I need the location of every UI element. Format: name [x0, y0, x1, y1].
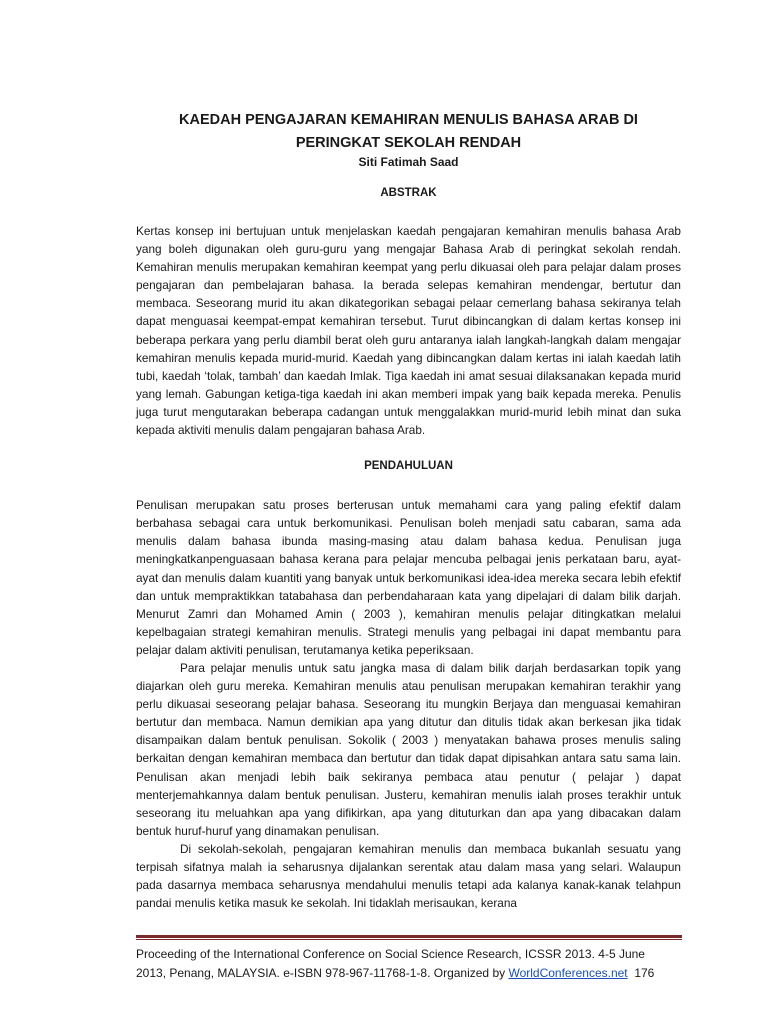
- intro-paragraph-2: Para pelajar menulis untuk satu jangka masa di dalam bilik darjah berdasarkan topik yang diajarkan oleh guru mereka. Kemahiran menulis atau penulisan merupakan kemahiran terakhir yang perlu dikuasai seseorang pelajar bahasa. Seseorang itu mungkin Berjaya dan menguasai kemahiran bertutur dan membaca. Namun demikian apa yang ditutur dan ditulis tidak akan berkesan jika tidak disampaikan dalam bentuk penulisan. Sokolik ( 2003 ) menyatakan bahawa proses menulis saling berkaitan dengan kemahiran membaca dan bertutur dan tidak dapat dipisahkan antara satu sama lain. Penulisan akan menjadi lebih baik sekiranya pembaca atau penutur ( pelajar ) dapat menterjemahkannya dalam bentuk penulisan. Justeru, kemahiran menulis ialah proses terakhir untuk seseorang itu meluahkan apa yang difikirkan, apa yang dituturkan dan apa yang dibacakan dalam bentuk huruf-huruf yang dinamakan penulisan.: [136, 660, 681, 838]
- footer-line-1: Proceeding of the International Conference on Social Science Research, ICSSR 2013. 4-5 June: [136, 947, 645, 961]
- paper-author: Siti Fatimah Saad: [358, 155, 459, 169]
- intro-heading: PENDAHULUAN: [364, 460, 453, 473]
- footer-line-2-text: 2013, Penang, MALAYSIA. e-ISBN 978-967-11768-1-8. Organized by: [136, 966, 509, 980]
- paper-title-line-2: PERINGKAT SEKOLAH RENDAH: [295, 135, 522, 151]
- page-content: [136, 108, 681, 912]
- intro-paragraph-1: Penulisan merupakan satu proses berterusan untuk memahami cara yang paling efektif dalam berbahasa sebagai cara untuk berkomunikasi. Penulisan boleh menjadi satu cabaran, sama ada menulis dalam bahasa ibunda masing-masing atau dalam bahasa kedua. Penulisan juga meningkatkanpenguasaan bahasa kerana para pelajar mencuba pelbagai jenis perkataan baru, ayat-ayat dan menulis dalam kuantiti yang banyak untuk berkomunikasi idea-idea mereka secara lebih efektif dan untuk mempraktikkan tatabahasa dan perbendaharaan kata yang dipelajari di dalam bilik darjah. Menurut Zamri dan Mohamed Amin ( 2003 ), kemahiran menulis pelajar ditingkatkan melalui kepelbagaian strategi kemahiran menulis. Strategi menulis yang pelbagai ini dapat membantu para pelajar dalam aktiviti penulisan, terutamanya ketika peperiksaan.: [136, 498, 681, 657]
- paper-title-line-1: KAEDAH PENGAJARAN KEMAHIRAN MENULIS BAHASA ARAB DI: [179, 112, 638, 128]
- footer-line-2: [136, 964, 682, 983]
- footer-rule-thin: [136, 939, 682, 940]
- footer-rule-thick: [136, 935, 682, 938]
- intro-paragraph-3: Di sekolah-sekolah, pengajaran kemahiran menulis dan membaca bukanlah sesuatu yang terpisah sifatnya malah ia seharusnya dijalankan serentak atau dalam masa yang selari. Walaupun pada dasarnya membaca seharusnya mendahului menulis tetapi ada kalanya kanak-kanak telahpun pandai menulis ketika masuk ke sekolah. Ini tidaklah merisaukan, kerana: [136, 841, 681, 911]
- abstract-heading: ABSTRAK: [380, 187, 437, 199]
- conference-website-link[interactable]: WorldConferences.net: [508, 966, 628, 980]
- abstract-text: Kertas konsep ini bertujuan untuk menjelaskan kaedah pengajaran kemahiran menulis bahasa Arab yang boleh digunakan oleh guru-guru yang mengajar Bahasa Arab di peringkat sekolah rendah. Kemahiran menulis merupakan kemahiran keempat yang perlu dikuasai oleh para pelajar dalam proses pengajaran dan pembelajaran bahasa. Ia berada selepas kemahiran mendengar, bertutur dan membaca. Seseorang murid itu akan dikategorikan sebagai pelaar cemerlang bahasa sekiranya telah dapat menguasai keempat-empat kemahiran tersebut. Turut dibincangkan di dalam kertas konsep ini beberapa perkara yang perlu diambil berat oleh guru antaranya ialah langkah-langkah dalam mengajar kemahiran menulis kepada murid-murid. Kaedah yang dibincangkan dalam kertas ini ialah kaedah latih tubi, kaedah ‘tolak, tambah’ dan kaedah Imlak. Tiga kaedah ini amat sesuai dilaksanakan kepada murid yang lemah. Gabungan ketiga-tiga kaedah ini akan memberi impak yang baik kepada mereka. Penulis juga turut mengutarakan beberapa cadangan untuk menggalakkan murid-murid lebih minat dan suka kepada aktiviti menulis dalam pengajaran bahasa Arab.: [136, 224, 681, 438]
- page-number: 176: [634, 966, 655, 980]
- page-footer: [136, 945, 682, 983]
